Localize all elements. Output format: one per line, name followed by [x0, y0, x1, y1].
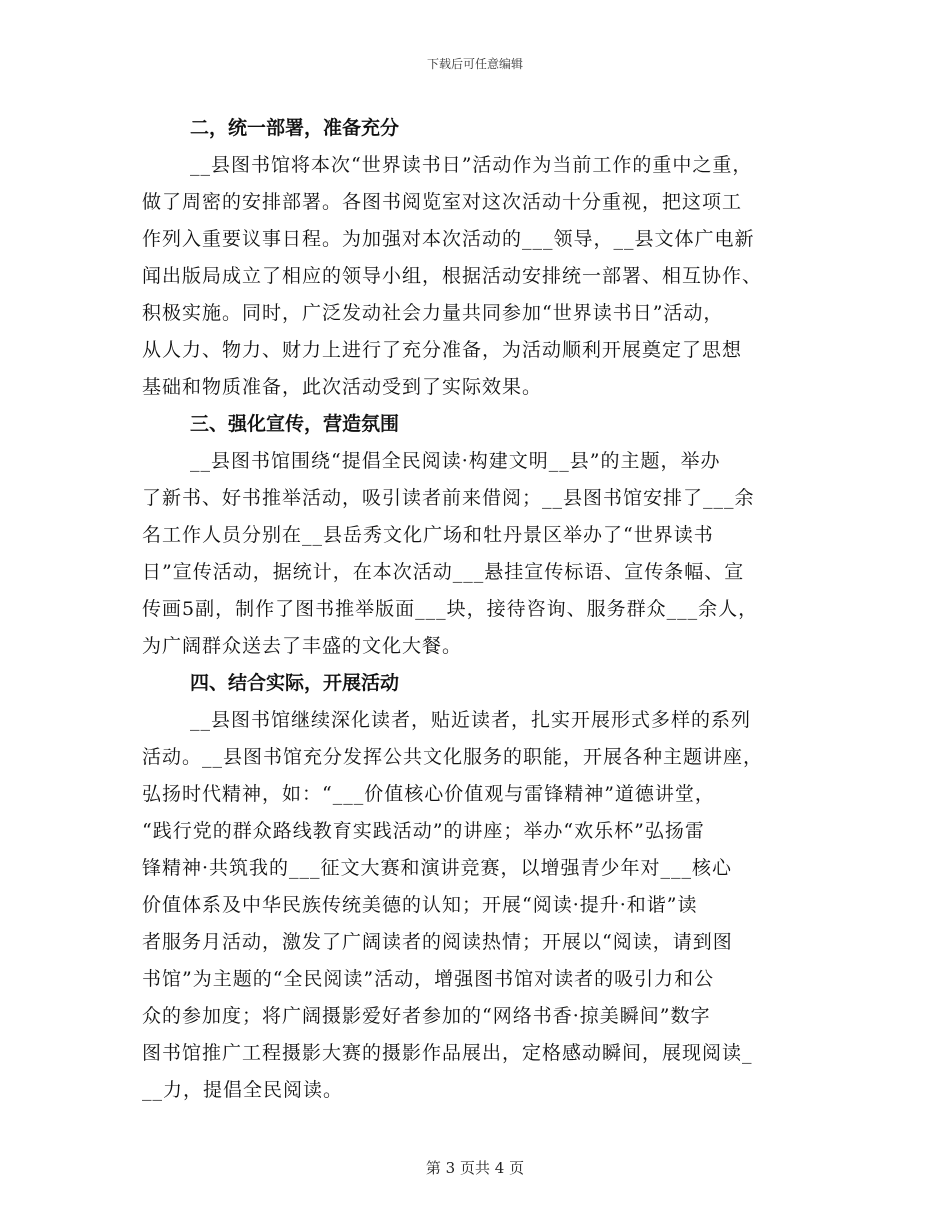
paragraph-line: 做了周密的安排部署。各图书阅览室对这次活动十分重视，把这项工	[142, 191, 743, 213]
section-heading: 四、结合实际，开展活动	[190, 672, 400, 694]
section-heading: 三、强化宣传，营造氛围	[190, 413, 400, 435]
page-number: 第 3 页共 4 页	[425, 1159, 525, 1177]
paragraph-line: 了新书、好书推举活动，吸引读者前来借阅；__县图书馆安排了___余	[142, 487, 755, 509]
paragraph-line: 积极实施。同时，广泛发动社会力量共同参加“世界读书日”活动，	[142, 302, 724, 324]
paragraph-line: “践行党的群众路线教育实践活动”的讲座；举办“欢乐杯”弘扬雷	[142, 820, 705, 842]
paragraph-line: 基础和物质准备，此次活动受到了实际效果。	[142, 376, 543, 398]
paragraph-line: __县图书馆将本次“世界读书日”活动作为当前工作的重中之重，	[190, 154, 753, 176]
paragraph-line: __县图书馆继续深化读者，贴近读者，扎实开展形式多样的系列	[190, 709, 752, 731]
paragraph-line: 众的参加度；将广阔摄影爱好者参加的“网络书香·掠美瞬间”数字	[142, 1005, 711, 1027]
paragraph-line: __县图书馆围绕“提倡全民阅读·构建文明__县”的主题，举办	[190, 450, 721, 472]
paragraph-line: 者服务月活动，激发了广阔读者的阅读热情；开展以“阅读，请到图	[142, 931, 733, 953]
paragraph-line: 书馆”为主题的“全民阅读”活动，增强图书馆对读者的吸引力和公	[142, 968, 715, 990]
paragraph-line: 弘扬时代精神，如：“___价值核心价值观与雷锋精神”道德讲堂，	[142, 783, 715, 805]
paragraph-line: 作列入重要议事日程。为加强对本次活动的___领导，__县文体广电新	[142, 228, 755, 250]
paragraph-line: 日”宣传活动，据统计，在本次活动___悬挂宣传标语、宣传条幅、宣	[142, 561, 745, 583]
paragraph-line: 价值体系及中华民族传统美德的认知；开展“阅读·提升·和谐”读	[142, 894, 698, 916]
paragraph-line: 从人力、物力、财力上进行了充分准备，为活动顺利开展奠定了思想	[142, 339, 743, 361]
paragraph-line: 传画5副，制作了图书推举版面___块，接待咨询、服务群众___余人，	[142, 598, 759, 620]
paragraph-line: __力，提倡全民阅读。	[142, 1079, 344, 1101]
document-body	[142, 110, 810, 1109]
section-heading: 二，统一部署，准备充分	[190, 117, 400, 139]
paragraph-line: 活动。__县图书馆充分发挥公共文化服务的职能，开展各种主题讲座，	[142, 746, 764, 768]
paragraph-line: 闻出版局成立了相应的领导小组，根据活动安排统一部署、相互协作、	[142, 265, 763, 287]
paragraph-line: 为广阔群众送去了丰盛的文化大餐。	[142, 635, 463, 657]
paragraph-line: 名工作人员分别在__县岳秀文化广场和牡丹景区举办了“世界读书	[142, 524, 714, 546]
paragraph-line: 图书馆推广工程摄影大赛的摄影作品展出，定格感动瞬间，展现阅读_	[142, 1042, 753, 1064]
paragraph-line: 锋精神·共筑我的___征文大赛和演讲竞赛，以增强青少年对___核心	[142, 857, 733, 879]
page-header: 下载后可任意编辑	[426, 57, 523, 71]
